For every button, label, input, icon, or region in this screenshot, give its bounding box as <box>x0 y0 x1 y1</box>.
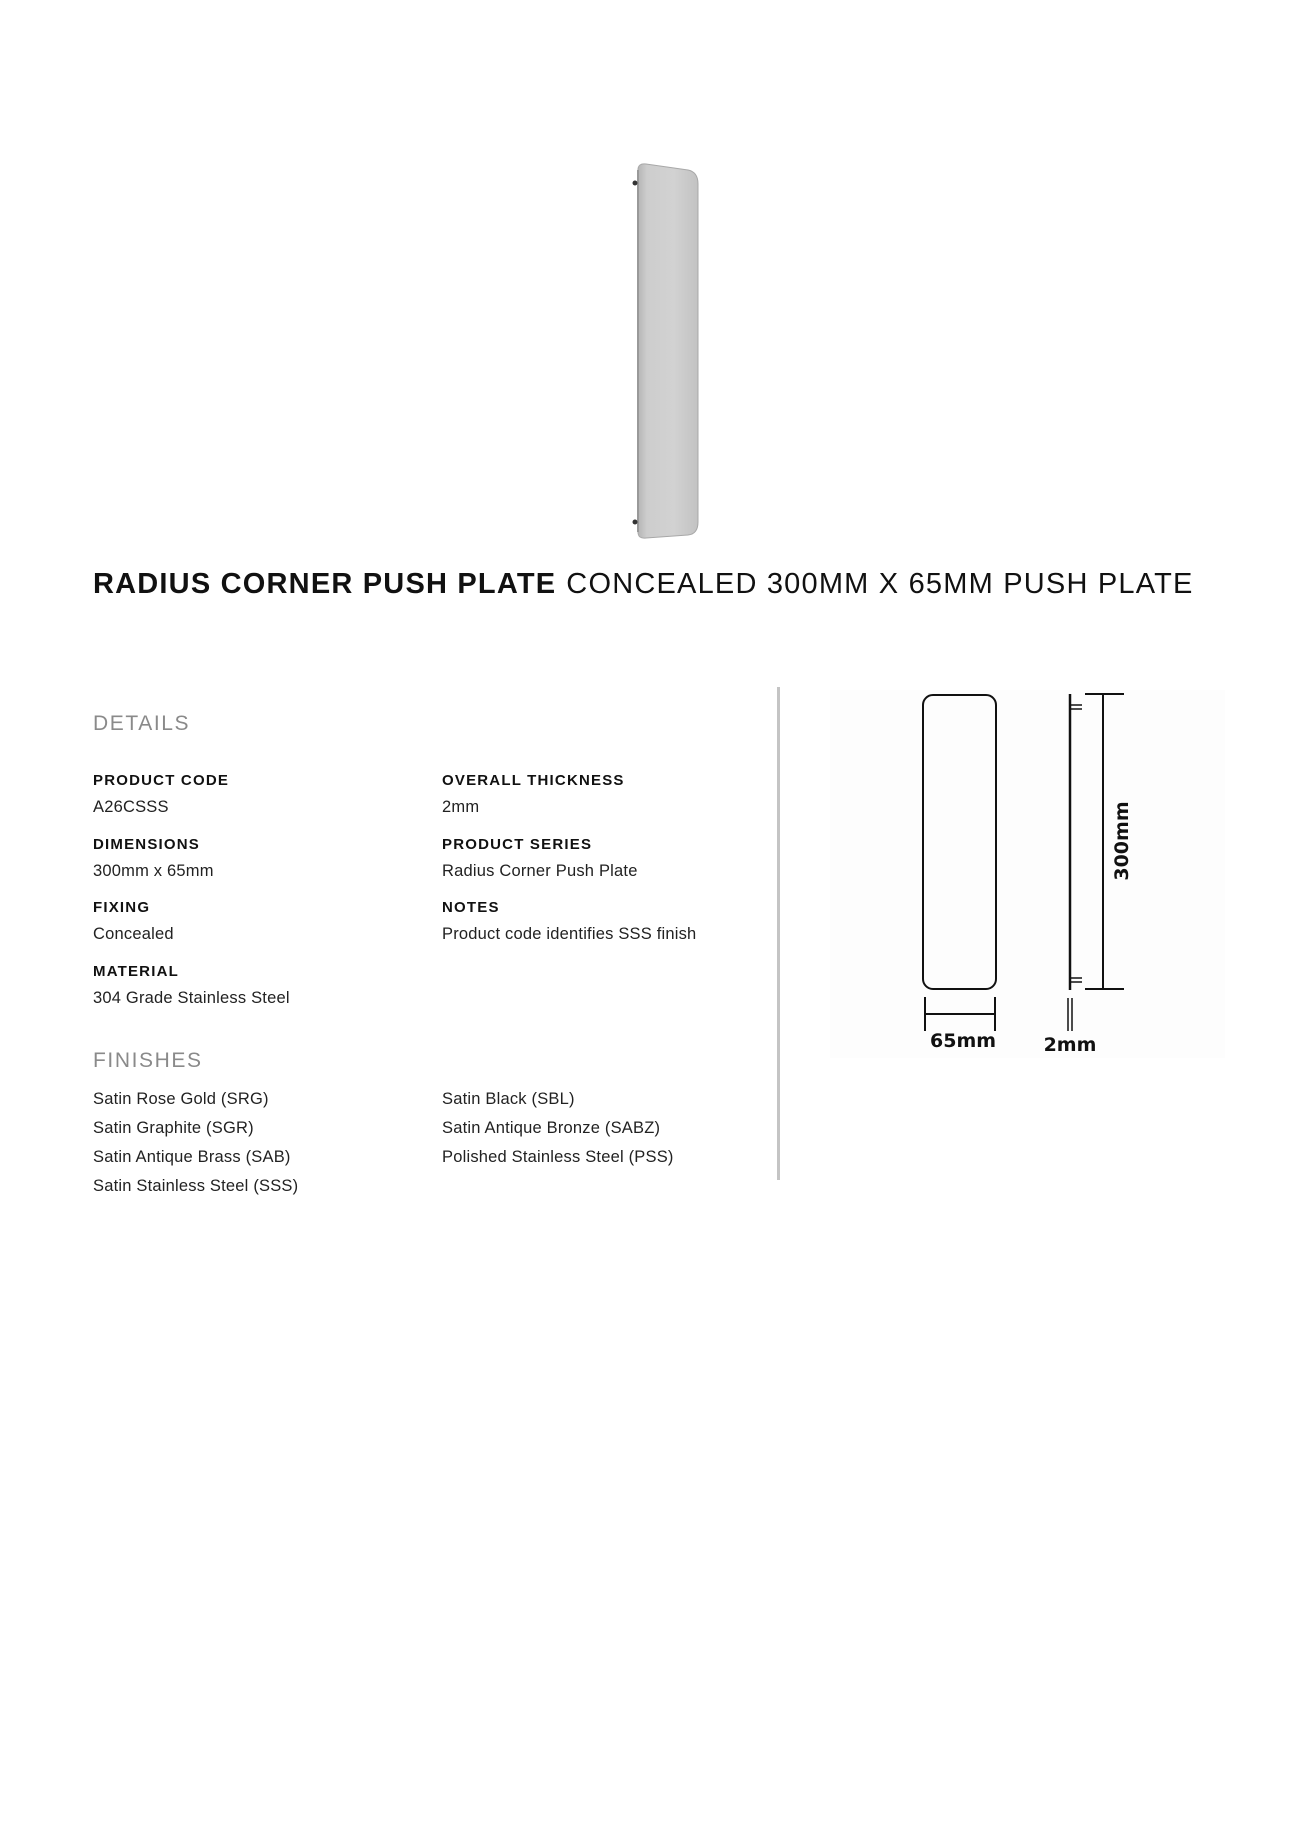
thickness-dimension-label: 2mm <box>1043 1034 1097 1056</box>
detail-product-series <box>442 836 638 881</box>
detail-product-code <box>93 772 229 817</box>
detail-label: DIMENSIONS <box>93 836 201 853</box>
finish-item: Polished Stainless Steel (PSS) <box>442 1148 674 1166</box>
details-heading: DETAILS <box>93 712 191 735</box>
detail-label: PRODUCT SERIES <box>442 836 593 853</box>
product-title-description: CONCEALED 300MM X 65MM PUSH PLATE <box>566 568 1194 600</box>
product-photo <box>600 150 740 550</box>
detail-label: FIXING <box>93 899 151 916</box>
finish-item: Satin Graphite (SGR) <box>93 1119 254 1137</box>
detail-material <box>93 963 290 1008</box>
detail-overall-thickness <box>442 772 625 817</box>
finish-item: Satin Antique Brass (SAB) <box>93 1148 291 1166</box>
detail-fixing <box>93 899 174 944</box>
width-dimension-label: 65mm <box>930 1030 997 1052</box>
finishes-heading: FINISHES <box>93 1049 203 1072</box>
product-title-name: RADIUS CORNER PUSH PLATE <box>93 568 557 600</box>
detail-label: OVERALL THICKNESS <box>442 772 625 789</box>
push-plate-image <box>600 150 740 550</box>
detail-value: 300mm x 65mm <box>93 862 214 880</box>
detail-value: 2mm <box>442 798 480 816</box>
detail-value: Concealed <box>93 925 174 943</box>
column-divider <box>777 687 780 1180</box>
detail-value: Product code identifies SSS finish <box>442 925 697 943</box>
detail-notes <box>442 899 696 944</box>
finish-item: Satin Stainless Steel (SSS) <box>93 1177 299 1195</box>
detail-value: Radius Corner Push Plate <box>442 862 638 880</box>
detail-value: 304 Grade Stainless Steel <box>93 989 290 1007</box>
finish-item: Satin Rose Gold (SRG) <box>93 1090 269 1108</box>
detail-dimensions <box>93 836 214 881</box>
technical-drawing <box>830 690 1225 1058</box>
height-dimension-label: 300mm <box>1111 801 1133 881</box>
product-title <box>93 566 1233 602</box>
finish-item: Satin Antique Bronze (SABZ) <box>442 1119 661 1137</box>
dimension-diagram <box>830 690 1225 1058</box>
detail-value: A26CSSS <box>93 798 169 816</box>
detail-label: MATERIAL <box>93 963 179 980</box>
detail-label: NOTES <box>442 899 500 916</box>
detail-label: PRODUCT CODE <box>93 772 230 789</box>
finish-item: Satin Black (SBL) <box>442 1090 575 1108</box>
